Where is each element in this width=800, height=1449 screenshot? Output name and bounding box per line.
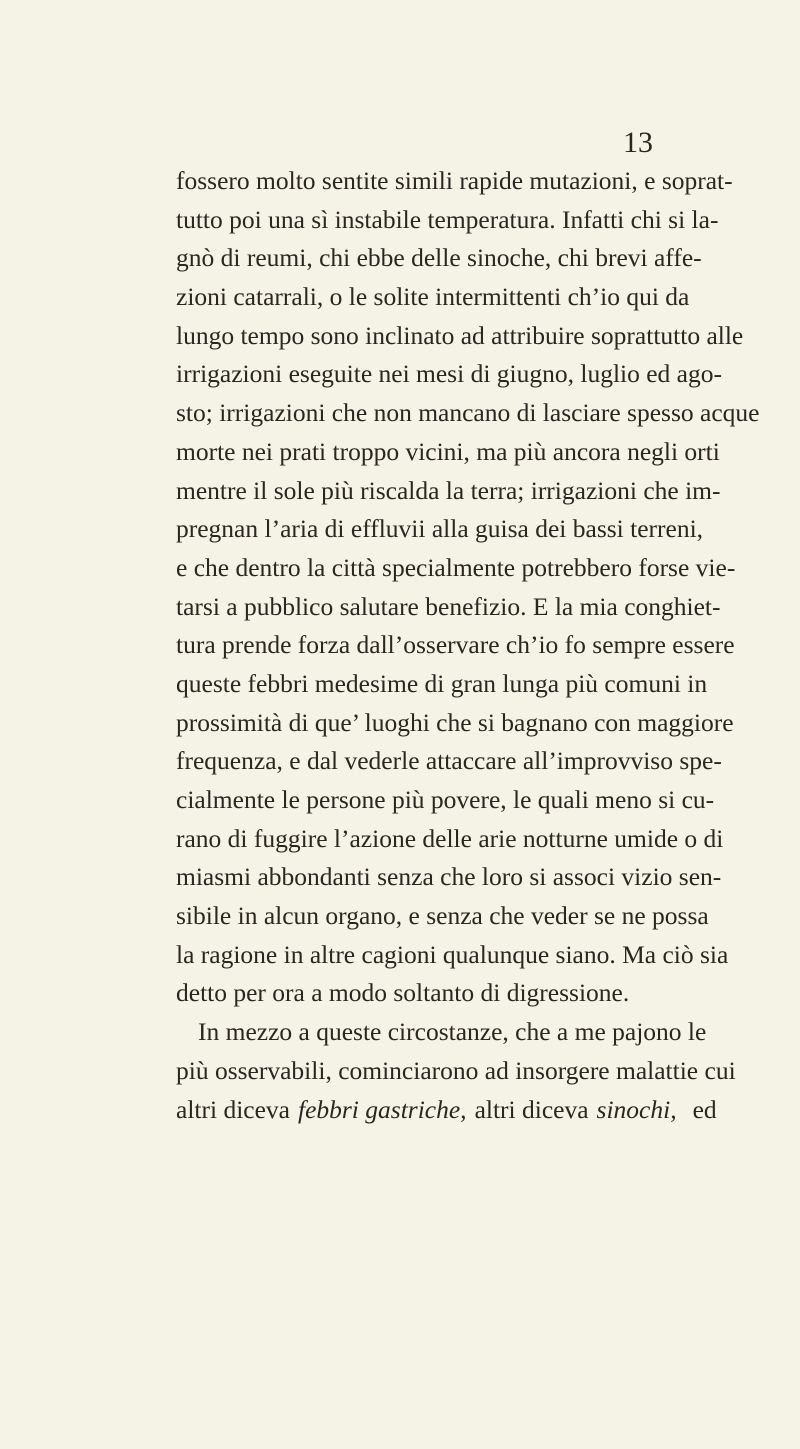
text-line-final [176,1091,717,1130]
text-line: mentre il sole più riscalda la terra; irrigazioni che im- [176,475,721,505]
text-line: frequenza, e dal vederle attaccare all’improvviso spe- [176,746,722,776]
text-line: sto; irrigazioni che non mancano di lasciare spesso acque [176,398,760,428]
text-line: rano di fuggire l’azione delle arie notturne umide o di [176,823,724,853]
text-line: pregnan l’aria di effluvii alla guisa dei bassi terreni, [176,514,704,544]
text-fragment: altri diceva [176,1094,290,1124]
page-number: 13 [623,126,653,159]
text-line: tarsi a pubblico salutare benefizio. E la mia conghiet- [176,591,721,621]
text-line: prossimità di que’ luoghi che si bagnano con maggiore [176,707,734,737]
text-line: detto per ora a modo soltanto di digressione. [176,978,630,1008]
text-fragment: ed [692,1094,717,1124]
text-line: miasmi abbondanti senza che loro si associ vizio sen- [176,862,722,892]
text-line: sibile in alcun organo, e senza che veder se ne possa [176,901,709,931]
text-line: la ragione in altre cagioni qualunque siano. Ma ciò sia [176,939,729,969]
body-text [176,162,760,1129]
text-line: gnò di reumi, chi ebbe delle sinoche, chi brevi affe- [176,243,702,273]
text-line: e che dentro la città specialmente potrebbero forse vie- [176,552,736,582]
italic-term: sinochi, [596,1094,677,1124]
text-line: queste febbri medesime di gran lunga più comuni in [176,668,708,698]
text-line: lungo tempo sono inclinato ad attribuire soprattutto alle [176,320,744,350]
text-line: In mezzo a queste circostanze, che a me pajono le [198,1017,707,1047]
italic-term: febbri gastriche, [297,1094,467,1124]
text-line: tura prende forza dall’osservare ch’io fo sempre essere [176,630,735,660]
text-line: irrigazioni eseguite nei mesi di giugno, luglio ed ago- [176,359,722,389]
text-line: zioni catarrali, o le solite intermittenti ch’io qui da [176,282,690,312]
text-line: cialmente le persone più povere, le quali meno si cu- [176,785,715,814]
text-line: fossero molto sentite simili rapide mutazioni, e soprat- [176,166,733,195]
text-line: tutto poi una sì instabile temperatura. Infatti chi si la- [176,204,719,234]
text-line: morte nei prati troppo vicini, ma più ancora negli orti [176,436,720,466]
text-line: più osservabili, cominciarono ad insorgere malattie cui [176,1055,736,1085]
text-fragment: altri diceva [474,1094,589,1124]
